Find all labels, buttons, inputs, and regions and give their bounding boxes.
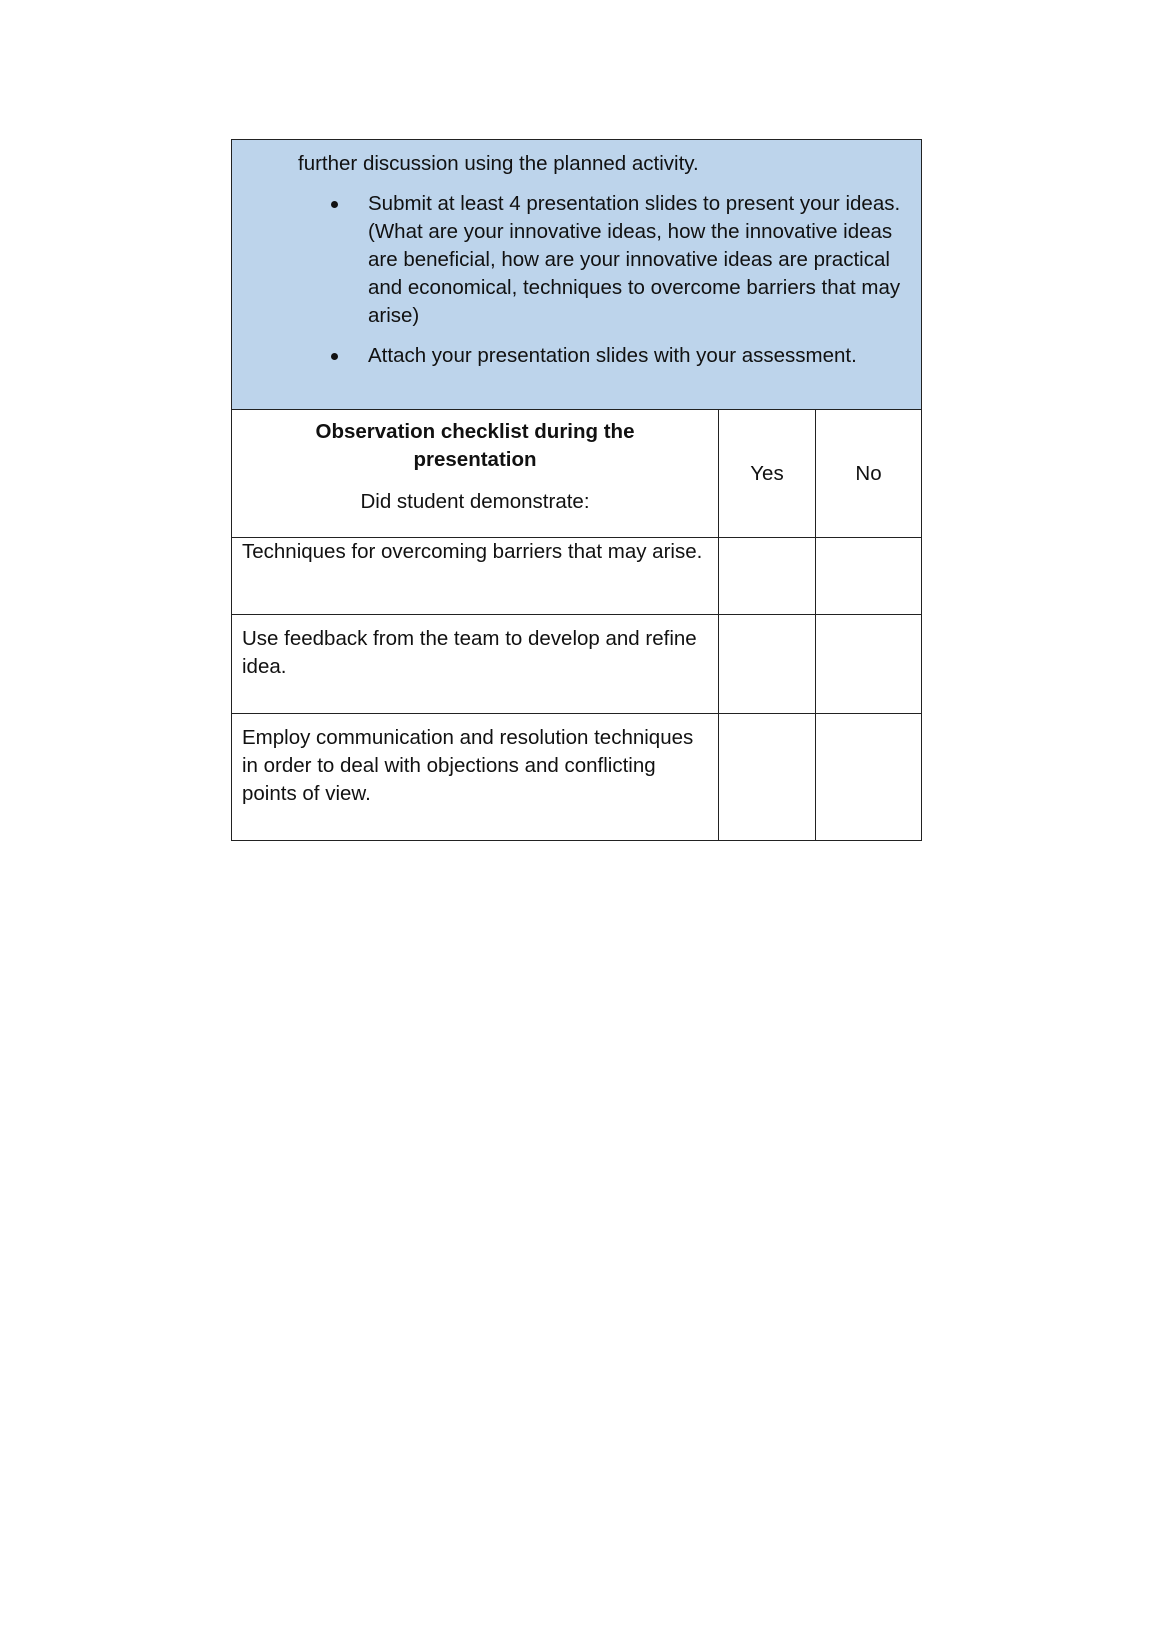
bullet-icon (331, 353, 338, 360)
instructions-cell (232, 140, 922, 410)
list-item (298, 190, 901, 330)
instructions-list (298, 190, 901, 370)
instructions-row (232, 140, 922, 410)
checklist-item-text: Techniques for overcoming barriers that may arise. (232, 538, 719, 615)
checklist-item-text: Employ communication and resolution techniques in order to deal with objections and conflicting points of view. (232, 714, 719, 841)
bullet-text: Submit at least 4 presentation slides to present your ideas. (What are your innovative ideas, how the innovative ideas are beneficial, how are your innovative ideas are practical and economical, techniques to overcome barriers that may arise) (368, 192, 901, 327)
checklist-title: Observation checklist during the presentation (315, 420, 635, 471)
no-checkbox-cell[interactable] (816, 538, 922, 615)
assessment-table (231, 139, 922, 841)
yes-column-header: Yes (719, 410, 816, 538)
no-checkbox-cell[interactable] (816, 714, 922, 841)
checklist-header-cell (232, 410, 719, 538)
instructions-intro: further discussion using the planned activity. (298, 152, 699, 175)
checklist-subtitle: Did student demonstrate: (360, 490, 590, 513)
yes-checkbox-cell[interactable] (719, 714, 816, 841)
checklist-header-row (232, 410, 922, 538)
list-item (298, 342, 901, 370)
no-checkbox-cell[interactable] (816, 615, 922, 714)
yes-checkbox-cell[interactable] (719, 615, 816, 714)
bullet-text: Attach your presentation slides with your assessment. (368, 344, 857, 367)
no-column-header: No (816, 410, 922, 538)
yes-checkbox-cell[interactable] (719, 538, 816, 615)
table-row (232, 714, 922, 841)
table-row (232, 615, 922, 714)
bullet-icon (331, 201, 338, 208)
checklist-item-text: Use feedback from the team to develop and refine idea. (232, 615, 719, 714)
table-row (232, 538, 922, 615)
